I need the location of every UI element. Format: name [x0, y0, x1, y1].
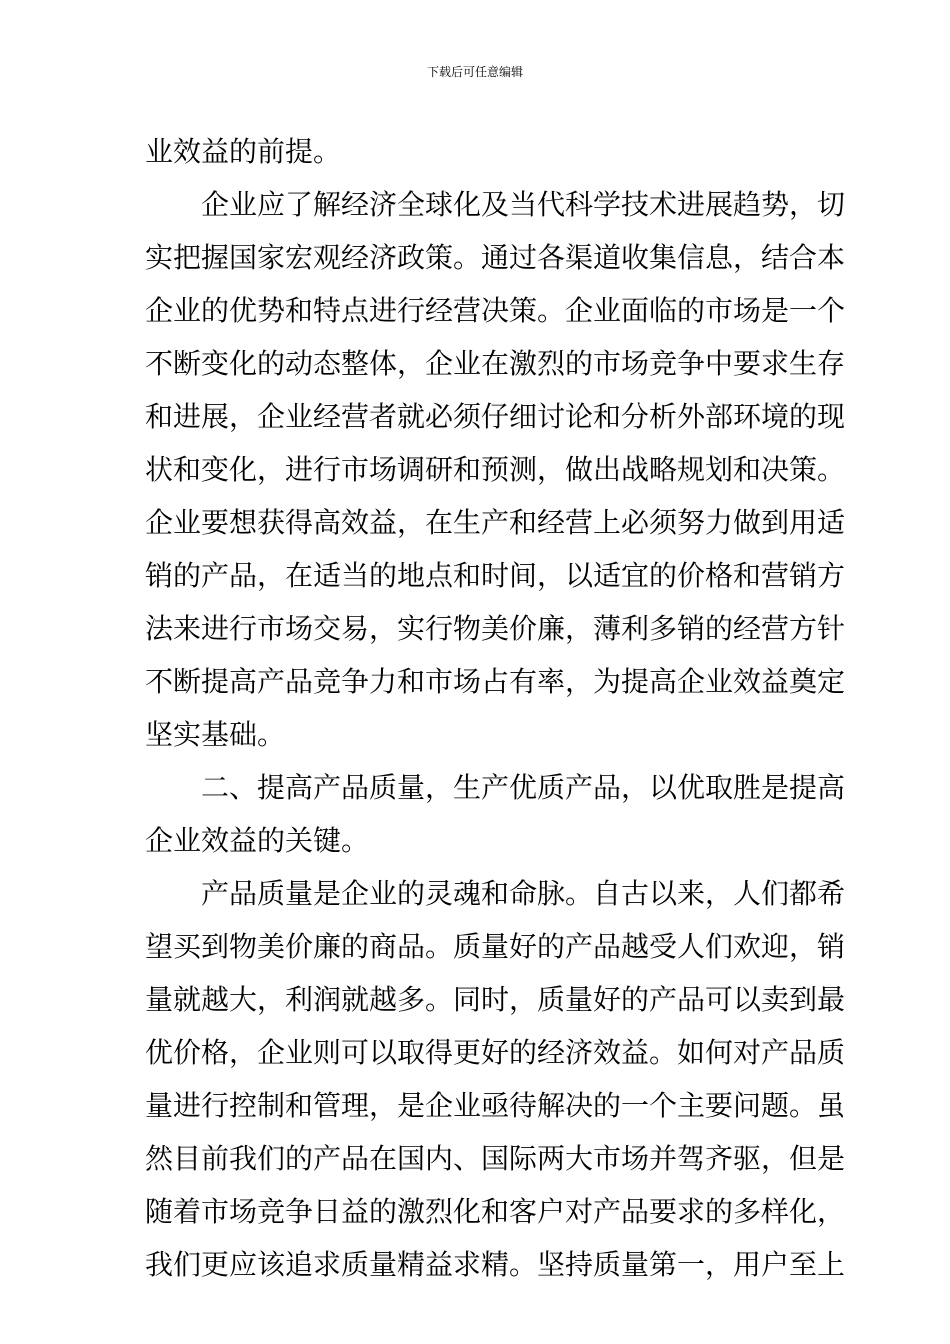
text-line: 随着市场竞争日益的激烈化和客户对产品要求的多样化，: [145, 1195, 846, 1228]
text-line: 法来进行市场交易，实行物美价廉，薄利多销的经营方针: [145, 612, 846, 645]
text-line: 销的产品，在适当的地点和时间，以适宜的价格和营销方: [145, 559, 846, 592]
text-line: 量就越大，利润就越多。同时，质量好的产品可以卖到最: [145, 983, 846, 1016]
text-line: 优价格，企业则可以取得更好的经济效益。如何对产品质: [145, 1036, 846, 1069]
text-line: 企业的优势和特点进行经营决策。企业面临的市场是一个: [145, 294, 846, 327]
text-line: 和进展，企业经营者就必须仔细讨论和分析外部环境的现: [145, 400, 846, 433]
text-line: 坚实基础。: [145, 718, 286, 751]
section-heading-line: 企业效益的关键。: [145, 824, 370, 857]
page-header: 下载后可任意编辑: [426, 65, 523, 79]
text-line: 业效益的前提。: [145, 135, 342, 168]
text-line: 状和变化，进行市场调研和预测，做出战略规划和决策。: [145, 453, 846, 486]
paragraph-start-line: 产品质量是企业的灵魂和命脉。自古以来，人们都希: [201, 877, 846, 910]
section-heading-line: 二、提高产品质量，生产优质产品，以优取胜是提高: [201, 771, 846, 804]
paragraph-start-line: 企业应了解经济全球化及当代科学技术进展趋势，切: [201, 188, 846, 221]
text-line: 量进行控制和管理，是企业亟待解决的一个主要问题。虽: [145, 1089, 846, 1122]
text-line: 企业要想获得高效益，在生产和经营上必须努力做到用适: [145, 506, 846, 539]
text-line: 不断变化的动态整体，企业在激烈的市场竞争中要求生存: [145, 347, 846, 380]
text-line: 我们更应该追求质量精益求精。坚持质量第一，用户至上: [145, 1248, 846, 1281]
text-line: 然目前我们的产品在国内、国际两大市场并驾齐驱，但是: [145, 1142, 846, 1175]
body-text: [145, 125, 846, 1291]
text-line: 不断提高产品竞争力和市场占有率，为提高企业效益奠定: [145, 665, 846, 698]
text-line: 望买到物美价廉的商品。质量好的产品越受人们欢迎，销: [145, 930, 846, 963]
text-line: 实把握国家宏观经济政策。通过各渠道收集信息，结合本: [145, 241, 846, 274]
